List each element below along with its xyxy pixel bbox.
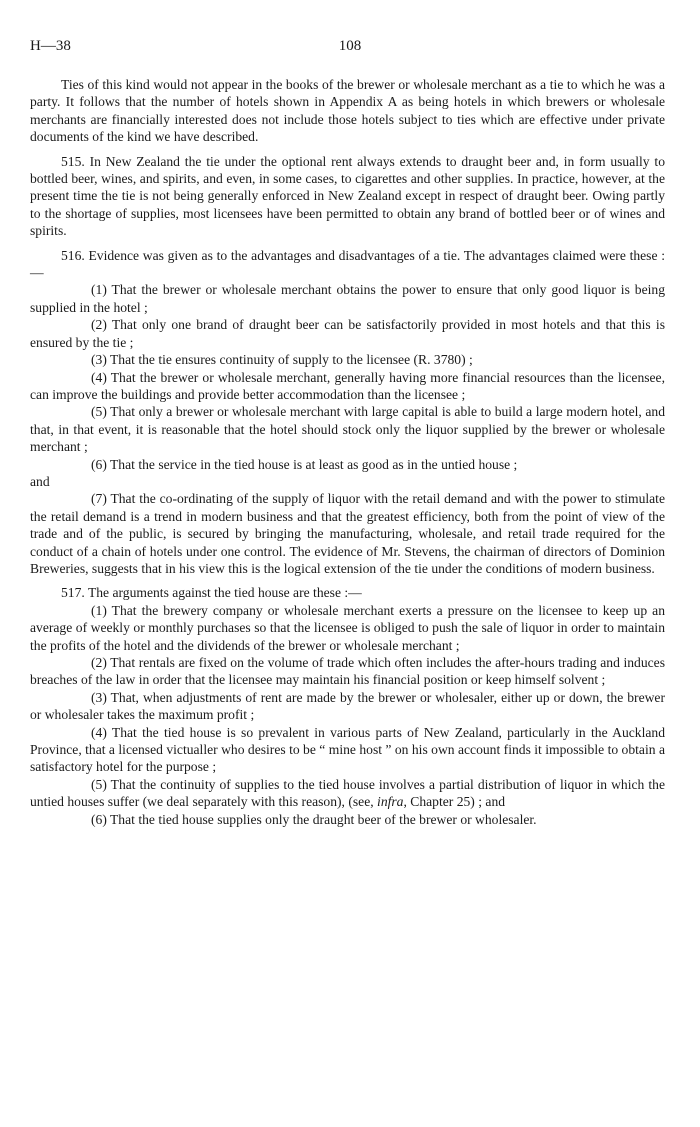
continued-paragraph: Ties of this kind would not appear in the books of the brewer or wholesale merchant as a tie to which he was a party. It follows that the number of hotels shown in Appendix A as being hotels in which brewers or wholesale merchants are financially interested does not include those hotels subject to ties which are effective under private documents of the kind we have described. [30,77,665,145]
advantage-item-6: (6) That the service in the tied house is at least as good as in the untied house ; [91,456,518,472]
paragraph-517-intro: 517. The arguments against the tied house are these :— [61,585,362,601]
argument-item-5-text-end: , Chapter 25) ; and [403,794,506,810]
advantage-item-2: (2) That only one brand of draught beer can be satisfactorily provided in most hotels and that this is ensured by the tie ; [30,317,665,350]
paragraph-516-intro: 516. Evidence was given as to the advantages and disadvantages of a tie. The advantages claimed were these :— [30,247,665,281]
argument-item-1: (1) That the brewery company or wholesale merchant exerts a pressure on the licensee to keep up an average of weekly or monthly purchases so that the licensee is obliged to push the sale of liquor in order to maintain the profits of the hotel and the dividends of the brewer or wholesale merchant ; [30,602,665,653]
paragraph-515: 515. In New Zealand the tie under the optional rent always extends to draught beer and, in form usually to bottled beer, wines, and spirits, and even, in some cases, to cigarettes and other supplies. In practice, however, at the present time the tie is not being generally enforced in New Zealand except in respect of draught beer. Owing partly to the shortage of supplies, most licensees have been permitted to obtain any brand of bottled beer or of wines and spirits. [30,153,665,239]
page-body [30,76,665,828]
paragraph-516 [30,247,665,578]
argument-item-4: (4) That the tied house is so prevalent in various parts of New Zealand, particularly in the Auckland Province, that a licensed victualler who desires to be “ mine host ” on his own account finds it impossible to obtain a satisfactory hotel for the purpose ; [30,724,665,775]
argument-item-2: (2) That rentals are fixed on the volume of trade which often includes the after-hours trading and induces breaches of the law in order that the licensee may maintain his financial position or keep himself solvent ; [30,655,665,688]
page-header [30,38,670,58]
paragraph-517 [30,584,665,828]
argument-item-3: (3) That, when adjustments of rent are made by the brewer or wholesaler, either up or down, the brewer or wholesaler takes the maximum profit ; [30,689,665,723]
advantage-item-4: (4) That the brewer or wholesale merchant, generally having more financial resources than the licensee, can improve the buildings and provide better accommodation than the licensee ; [30,369,665,402]
argument-item-5-text-start: (5) That the continuity of supplies to the tied house involves a partial distribution of liquor in which the untied houses suffer (we deal separately with this reason), (see, [30,776,665,810]
advantage-item-5: (5) That only a brewer or wholesale merchant with large capital is able to build a large modern hotel, and that, in that event, it is reasonable that the hotel should stock only the liquor supplied by the brewer or wholesale merchant ; [30,404,665,455]
argument-item-5 [30,776,665,811]
document-reference: H—38 [30,38,71,54]
advantage-item-6-connector: and [30,473,50,489]
advantage-item-3: (3) That the tie ensures continuity of supply to the licensee (R. 3780) ; [91,352,473,368]
page-number: 108 [338,38,362,54]
argument-item-6: (6) That the tied house supplies only the draught beer of the brewer or wholesaler. [91,811,537,827]
argument-item-5-italic: infra [377,794,404,810]
advantage-item-1: (1) That the brewer or wholesale merchant obtains the power to ensure that only good liquor is being supplied in the hotel ; [30,282,665,315]
advantage-item-7: (7) That the co-ordinating of the supply of liquor with the retail demand and with the power to stimulate the retail demand is a trend in modern business and that the greatest efficiency, both from the point of view of the trade and of the public, is secured by bringing the manufacturing, wholesale, and retail trade required for the conduct of a chain of hotels under one control. The evidence of Mr. Stevens, the chairman of directors of Dominion Breweries, suggests that in his view this is the logical extension of the tie under the conditions of modern business. [30,491,665,576]
